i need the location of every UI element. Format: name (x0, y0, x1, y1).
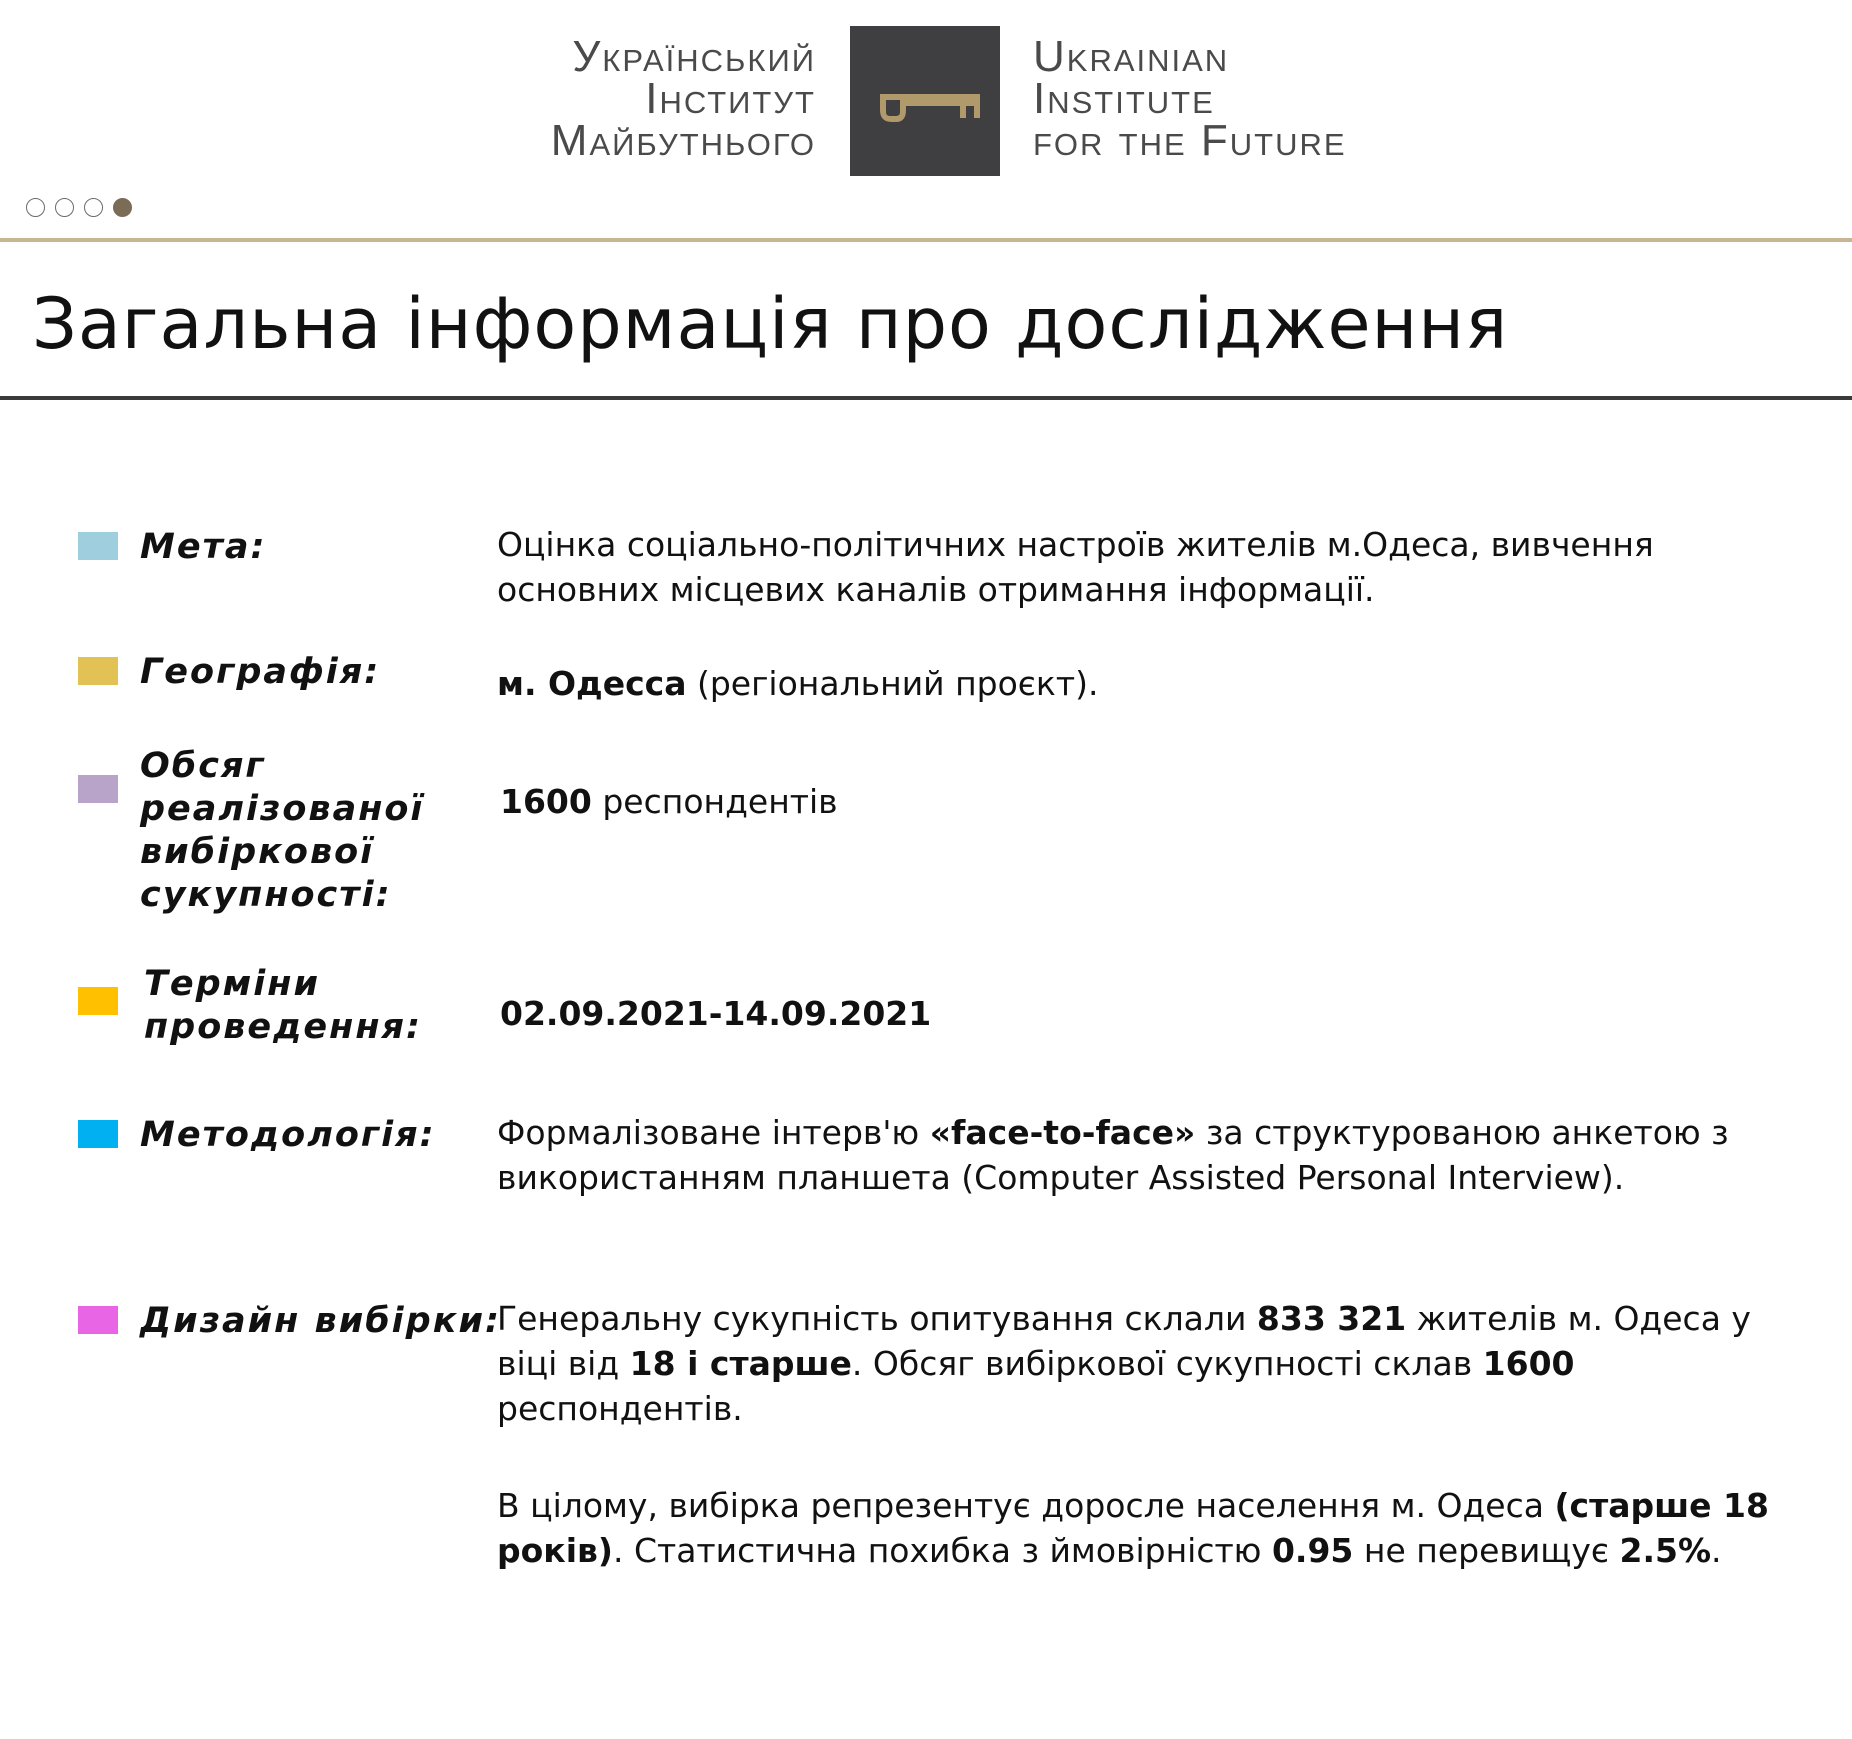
text-run: за структурованою анкетою з використанням планшета (Computer Assisted Personal Interview). (497, 1113, 1729, 1197)
row-value (497, 1110, 1757, 1200)
text-run: Генеральну сукупність опитування склали (497, 1299, 1257, 1338)
text-run: респондентів (591, 782, 838, 821)
color-swatch (78, 1306, 118, 1334)
bold-text: 2.5% (1619, 1531, 1712, 1570)
bold-text: 02.09.2021-14.09.2021 (500, 994, 932, 1033)
row-value (497, 1296, 1807, 1573)
logo-en-line-2: Institute (1033, 74, 1215, 123)
color-swatch (78, 775, 118, 803)
logo-ua-line-3: Майбутнього (550, 116, 816, 165)
sample-design-paragraph-1 (497, 1296, 1807, 1431)
text-run: Формалізоване інтерв'ю (497, 1113, 930, 1152)
text-run: не перевищує (1353, 1531, 1620, 1570)
logo-en-line-1: Ukrainian (1033, 32, 1230, 81)
pager-dot-active[interactable] (113, 198, 132, 217)
text-run: В цілому, вибірка репрезентує доросле населення м. Одеса (497, 1486, 1555, 1525)
key-icon (850, 26, 1000, 176)
row-label: Обсяг реалізованої вибіркової сукупності: (140, 746, 425, 915)
row-value (500, 779, 1800, 824)
text-run: . (1711, 1531, 1722, 1570)
row-value (497, 522, 1697, 612)
bold-text: 1600 (500, 782, 592, 821)
page-title: Загальна інформація про дослідження (32, 283, 1509, 365)
row-label: Дизайн вибірки: (140, 1301, 501, 1341)
title-divider (0, 396, 1852, 400)
row-label: Методологія: (140, 1115, 436, 1155)
logo-en-line-3: for the Future (1033, 116, 1347, 165)
text-run: жителів м. Одеса у віці від (497, 1299, 1751, 1383)
logo-ua-line-1: Український (572, 32, 816, 81)
sample-design-paragraph-2 (497, 1483, 1777, 1573)
text-run: . Статистична похибка з ймовірністю (612, 1531, 1272, 1570)
bold-text: 1600 (1482, 1344, 1575, 1383)
bold-text: 18 і старше (629, 1344, 852, 1383)
slide-pager (26, 198, 132, 217)
logo-box (850, 26, 1000, 176)
bold-text: 0.95 (1271, 1531, 1354, 1570)
bold-text: «face-to-face» (929, 1113, 1196, 1152)
row-value (497, 661, 1797, 706)
bold-text: м. Одесса (497, 664, 687, 703)
text-run: . Обсяг вибіркової сукупності склав (851, 1344, 1483, 1383)
color-swatch (78, 532, 118, 560)
row-label: Терміни проведення: (144, 964, 423, 1047)
row-value (500, 991, 1800, 1036)
color-swatch (78, 987, 118, 1015)
text-run: Оцінка соціально-політичних настроїв жителів м.Одеса, вивчення основних місцевих каналів отримання інформації. (497, 525, 1654, 609)
pager-dot[interactable] (26, 198, 45, 217)
bold-text: (старше 18 років) (497, 1486, 1769, 1570)
row-label: Мета: (140, 527, 267, 567)
row-label: Географія: (140, 652, 381, 692)
pager-dot[interactable] (55, 198, 74, 217)
pager-dot[interactable] (84, 198, 103, 217)
text-run: (регіональний проєкт). (686, 664, 1099, 703)
color-swatch (78, 1120, 118, 1148)
logo-ua-line-2: Інститут (645, 74, 816, 123)
top-divider (0, 238, 1852, 242)
logo-text-ua (550, 32, 816, 165)
bold-text: 833 321 (1256, 1299, 1407, 1338)
color-swatch (78, 657, 118, 685)
text-run: респондентів. (497, 1389, 743, 1428)
logo-text-en (1033, 32, 1347, 165)
